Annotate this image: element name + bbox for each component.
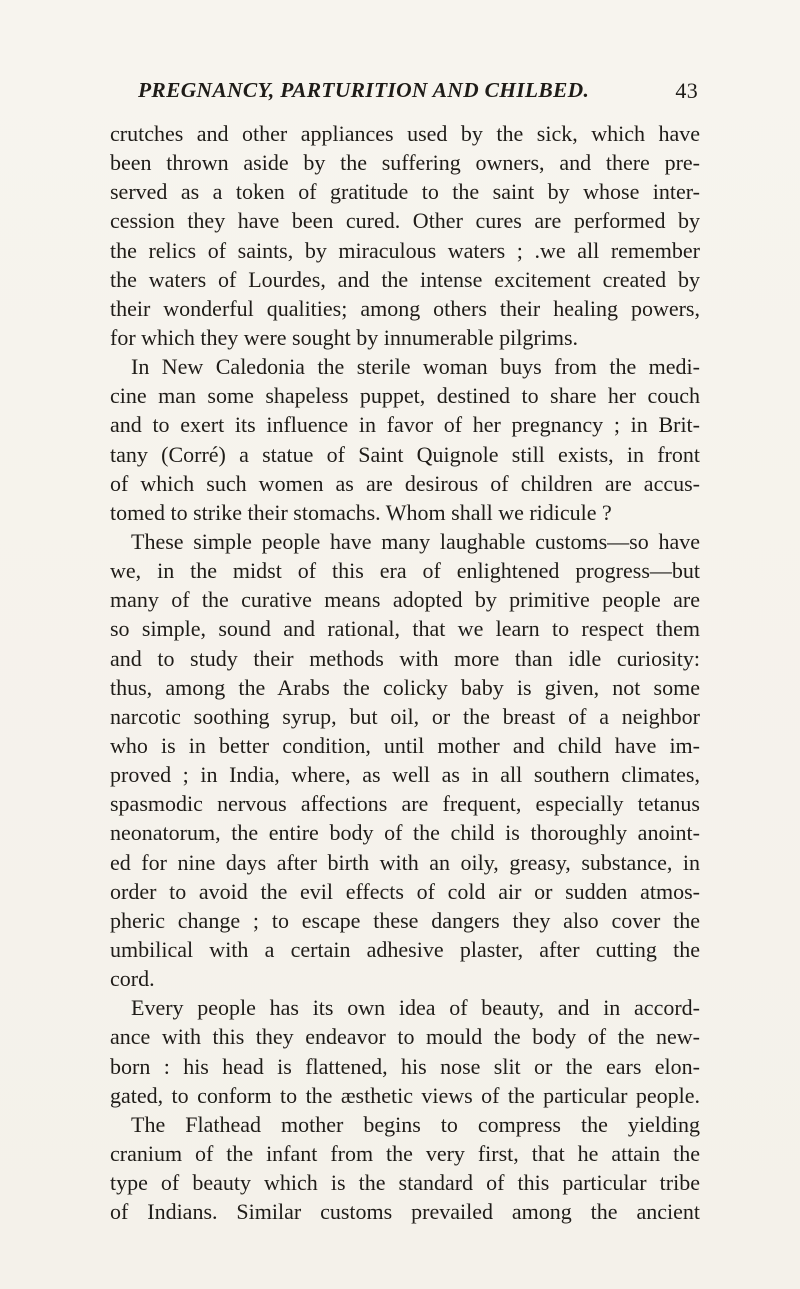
text-line: served as a token of gratitude to the saint by whose inter- (110, 179, 700, 205)
text-line: the waters of Lourdes, and the intense excitement created by (110, 266, 700, 292)
text-line: neonatorum, the entire body of the child is thoroughly anoint- (110, 820, 700, 846)
text-line: narcotic soothing syrup, but oil, or the breast of a neighbor (110, 703, 700, 729)
text-line: many of the curative means adopted by primitive people are (110, 587, 700, 613)
text-line: cine man some shapeless puppet, destined to share her couch (110, 383, 700, 409)
text-line: thus, among the Arabs the colicky baby is given, not some (110, 674, 700, 700)
text-line: umbilical with a certain adhesive plaster, after cutting the (110, 936, 700, 962)
text-line: and to study their methods with more than idle curiosity: (110, 645, 700, 671)
text-line: These simple people have many laughable customs—so have (131, 528, 700, 554)
text-line: so simple, sound and rational, that we learn to respect them (110, 616, 700, 642)
text-line: of which such women as are desirous of children are accus- (110, 470, 700, 496)
running-header (138, 78, 698, 108)
text-line: ance with this they endeavor to mould the body of the new- (110, 1024, 700, 1050)
text-line: their wonderful qualities; among others their healing powers, (110, 295, 700, 321)
body-text (110, 119, 700, 1226)
text-line: type of beauty which is the standard of this particular tribe (110, 1170, 700, 1196)
text-line: cord. (110, 966, 155, 992)
text-line: who is in better condition, until mother and child have im- (110, 732, 700, 758)
text-line: crutches and other appliances used by the sick, which have (110, 121, 700, 146)
text-line: pheric change ; to escape these dangers they also cover the (110, 907, 700, 933)
text-line: order to avoid the evil effects of cold air or sudden atmos- (110, 878, 700, 904)
text-line: we, in the midst of this era of enlightened progress—but (110, 558, 700, 584)
text-line: and to exert its influence in favor of her pregnancy ; in Brit- (110, 412, 700, 438)
running-title: PREGNANCY, PARTURITION AND CHILBED. (138, 78, 590, 102)
text-line: cranium of the infant from the very first, that he attain the (110, 1140, 700, 1166)
page-number: 43 (675, 78, 698, 103)
text-line: tomed to strike their stomachs. Whom shall we ridicule ? (110, 499, 612, 525)
text-line: for which they were sought by innumerable pilgrims. (110, 324, 579, 350)
text-line: the relics of saints, by miraculous waters ; .we all remember (110, 237, 700, 263)
text-line: gated, to conform to the æsthetic views of the particular people. (110, 1082, 700, 1108)
text-line: ed for nine days after birth with an oily, greasy, substance, in (110, 849, 700, 875)
text-line: cession they have been cured. Other cures are performed by (110, 208, 700, 234)
text-line: In New Caledonia the sterile woman buys from the medi- (131, 354, 700, 380)
text-line: born : his head is flattened, his nose slit or the ears elon- (110, 1053, 700, 1079)
text-line: Every people has its own idea of beauty, and in accord- (131, 995, 700, 1021)
text-line: tany (Corré) a statue of Saint Quignole still exists, in front (110, 441, 700, 467)
text-line: proved ; in India, where, as well as in all southern climates, (110, 762, 700, 788)
text-line: spasmodic nervous affections are frequent, especially tetanus (110, 791, 700, 817)
text-line: been thrown aside by the suffering owners, and there pre- (110, 150, 700, 176)
text-line: of Indians. Similar customs prevailed among the ancient (110, 1199, 700, 1225)
text-line: The Flathead mother begins to compress the yielding (131, 1111, 700, 1137)
